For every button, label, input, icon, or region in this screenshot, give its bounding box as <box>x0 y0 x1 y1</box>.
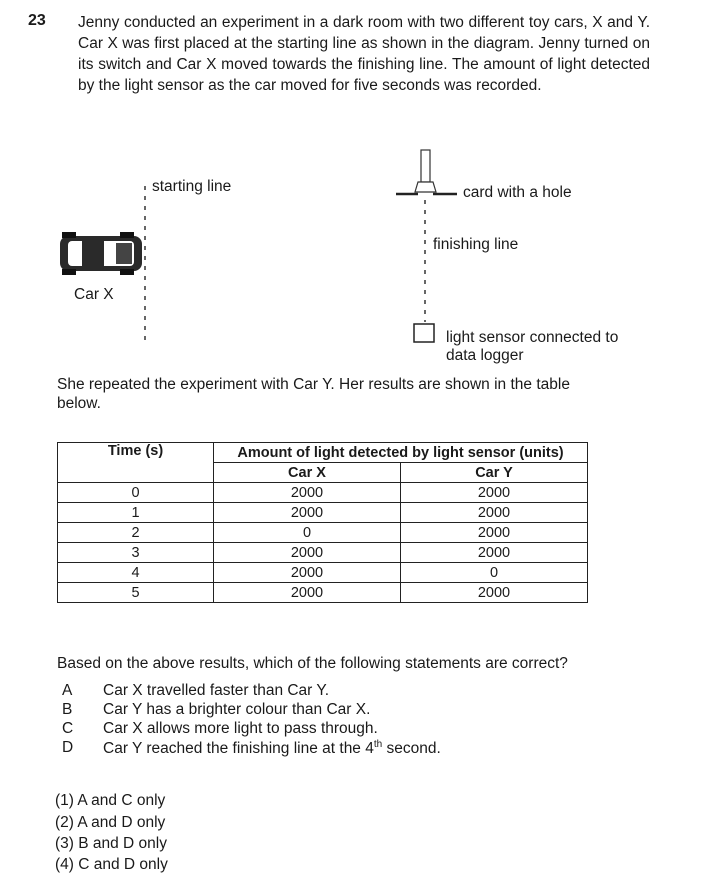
table-row <box>58 483 588 503</box>
time-cell: 0 <box>58 483 214 503</box>
car-y-cell: 2000 <box>401 483 588 503</box>
car-x-header: Car X <box>214 463 401 483</box>
question-intro: Jenny conducted an experiment in a dark room with two different toy cars, X and Y. Car X was first placed at the starting line as shown in the diagram. Jenny turned on its switch and Car X moved towards the finishing line. The amount of light detected by the light sensor as the car moved for five seconds was recorded. <box>78 14 650 94</box>
results-table <box>57 442 588 603</box>
car-x-cell: 2000 <box>214 503 401 523</box>
car-x-cell: 0 <box>214 523 401 543</box>
car-y-cell: 0 <box>401 563 588 583</box>
answer-choice[interactable]: (3) B and D only <box>55 835 167 852</box>
car-x-cell: 2000 <box>214 543 401 563</box>
statement-letter: B <box>62 701 73 718</box>
statement-text: Car X travelled faster than Car Y. <box>103 682 330 699</box>
car-x-cell: 2000 <box>214 483 401 503</box>
answer-choice[interactable]: (2) A and D only <box>55 814 166 831</box>
question-number: 23 <box>28 12 46 29</box>
torch-icon <box>415 150 436 192</box>
starting-line-label: starting line <box>152 178 232 195</box>
statement-text: Car Y has a brighter colour than Car X. <box>103 701 371 718</box>
car-y-cell: 2000 <box>401 523 588 543</box>
sensor-label-1: light sensor connected to <box>446 329 619 346</box>
car-y-cell: 2000 <box>401 543 588 563</box>
answer-choice[interactable]: (1) A and C only <box>55 792 166 809</box>
statement-letter: C <box>62 720 74 737</box>
table-row <box>58 503 588 523</box>
car-x-cell: 2000 <box>214 583 401 603</box>
car-x-label: Car X <box>74 286 114 303</box>
car-y-cell: 2000 <box>401 503 588 523</box>
time-cell: 5 <box>58 583 214 603</box>
statement-letter: D <box>62 739 74 756</box>
car-x-icon <box>60 232 142 275</box>
car-y-header: Car Y <box>401 463 588 483</box>
statement-text: Car X allows more light to pass through. <box>103 720 378 737</box>
time-header: Time (s) <box>58 443 214 483</box>
question-prompt: Based on the above results, which of the following statements are correct? <box>57 655 568 672</box>
table-row <box>58 543 588 563</box>
statement-letter: A <box>62 682 73 699</box>
time-cell: 4 <box>58 563 214 583</box>
statement-text: Car Y reached the finishing line at the 4th second. <box>103 739 441 758</box>
time-cell: 2 <box>58 523 214 543</box>
repeat-text: She repeated the experiment with Car Y. Her results are shown in the table below. <box>57 376 570 412</box>
car-y-cell: 2000 <box>401 583 588 603</box>
table-row <box>58 583 588 603</box>
card-label: card with a hole <box>463 184 572 201</box>
car-x-cell: 2000 <box>214 563 401 583</box>
table-row <box>58 563 588 583</box>
table-row <box>58 523 588 543</box>
time-cell: 3 <box>58 543 214 563</box>
light-sensor-icon <box>414 324 434 342</box>
finishing-line-label: finishing line <box>433 236 519 253</box>
time-cell: 1 <box>58 503 214 523</box>
answer-choice[interactable]: (4) C and D only <box>55 856 168 873</box>
amount-header: Amount of light detected by light sensor (units) <box>214 443 588 463</box>
sensor-label-2: data logger <box>446 347 524 364</box>
